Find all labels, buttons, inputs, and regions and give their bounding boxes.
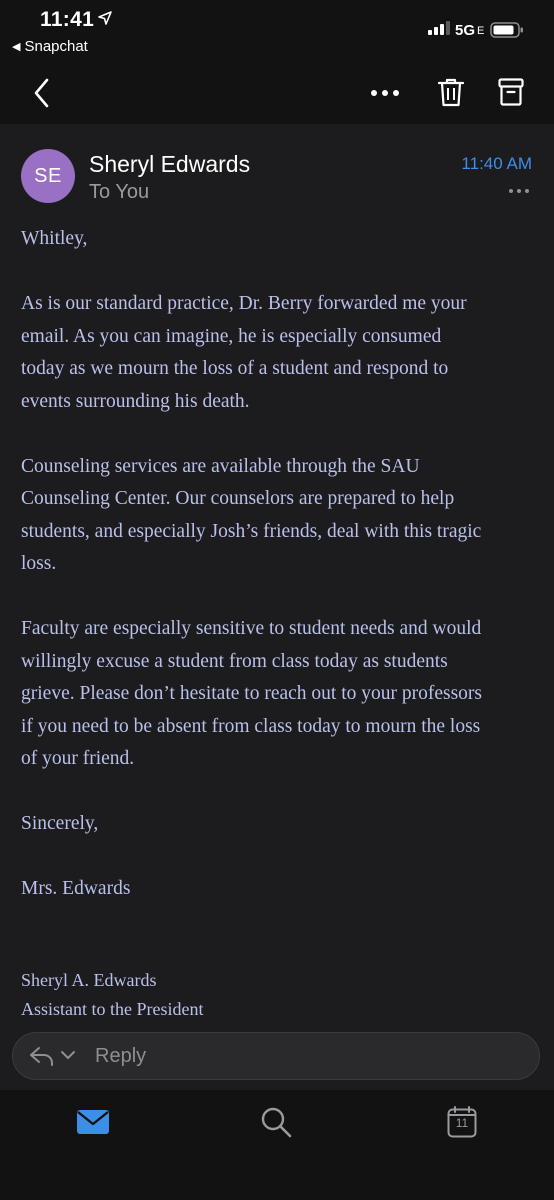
back-button[interactable] (22, 73, 62, 113)
sender-name[interactable]: Sheryl Edwards (89, 151, 251, 177)
message-view (0, 124, 554, 1024)
cellular-signal-icon (428, 21, 450, 35)
status-time: 11:41 (40, 8, 95, 31)
status-bar (0, 0, 554, 62)
battery-icon (490, 22, 524, 38)
back-to-app-link[interactable] (12, 38, 88, 55)
reply-area (0, 1024, 554, 1090)
signature-block (21, 966, 204, 1024)
nav-bar (0, 62, 554, 124)
archive-icon (498, 78, 524, 106)
recipient-line[interactable]: To You (89, 181, 150, 203)
reply-icon[interactable] (29, 1045, 55, 1067)
message-more-icon[interactable] (506, 184, 532, 198)
reply-field[interactable] (12, 1032, 540, 1080)
chevron-left-icon (32, 78, 52, 108)
avatar[interactable]: SE (21, 149, 75, 203)
archive-button[interactable] (490, 71, 532, 113)
more-options-button[interactable] (362, 73, 408, 113)
signature-name: Sheryl A. Edwards (21, 970, 157, 990)
closing: Sincerely, (21, 813, 99, 834)
mail-icon (76, 1109, 110, 1135)
more-horizontal-icon (370, 89, 400, 97)
calendar-day: 11 (455, 1116, 469, 1130)
tab-bar (0, 1090, 554, 1200)
trash-icon (438, 77, 464, 107)
back-triangle-icon: ◀ (12, 41, 21, 53)
network-type: 5G E (455, 22, 485, 39)
tab-calendar[interactable] (444, 1104, 480, 1140)
location-arrow-icon (98, 11, 112, 25)
paragraph-1: As is our standard practice, Dr. Berry forwarded me your email. As you can imagine, he is especially consumed today as we mourn the loss of a student and respond to events surrounding his death. (21, 293, 467, 412)
greeting: Whitley, (21, 228, 88, 249)
tab-mail[interactable] (71, 1104, 115, 1140)
search-icon (259, 1105, 293, 1139)
chevron-down-icon[interactable] (61, 1050, 75, 1060)
paragraph-3: Faculty are especially sensitive to student needs and would willingly excuse a student from class today as students grieve. Please don’t hesitate to reach out to your professors if you need to be absent from class today to mourn the loss of your friend. (21, 618, 483, 769)
message-time: 11:40 AM (461, 154, 532, 173)
signoff: Mrs. Edwards (21, 878, 131, 899)
back-to-app-label: Snapchat (24, 38, 88, 55)
reply-label: Reply (95, 1045, 147, 1067)
signature-title: Assistant to the President (21, 999, 204, 1019)
tab-search[interactable] (254, 1104, 298, 1140)
delete-button[interactable] (430, 71, 472, 113)
message-body (21, 223, 541, 938)
paragraph-2: Counseling services are available through the SAU Counseling Center. Our counselors are prepared to help students, and especially Josh’s friends, deal with this tragic loss. (21, 455, 482, 574)
